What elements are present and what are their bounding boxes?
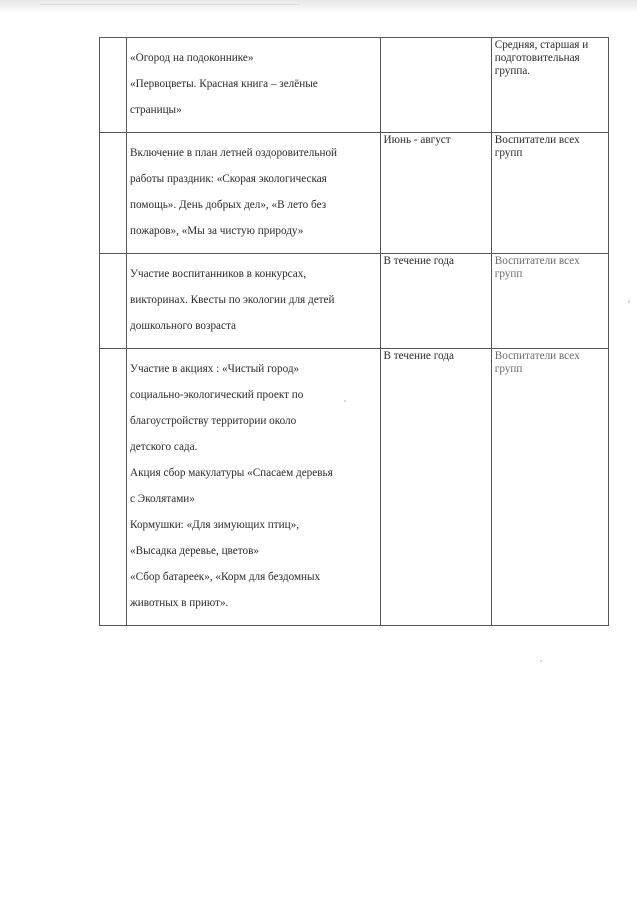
scan-artifact-line	[40, 4, 300, 5]
responsible-cell: Воспитатели всех групп	[491, 133, 608, 254]
event-line: дошкольного возраста	[130, 320, 236, 332]
event-line: с Эколятами»	[130, 493, 195, 505]
event-line: Участие в акциях : «Чистый город»	[130, 363, 300, 375]
event-line: викторинах. Квесты по экологии для детей	[130, 294, 335, 306]
responsible-cell: Средняя, старшая и подготовительная группа.	[491, 38, 608, 133]
row-number-cell	[100, 38, 127, 133]
event-line: помощь». День добрых дел», «В лето без	[130, 199, 327, 211]
event-line: Кормушки: «Для зимующих птиц»,	[130, 519, 300, 531]
event-line: работы праздник: «Скорая экологическая	[130, 173, 327, 185]
event-cell	[127, 349, 380, 626]
event-line: социально-экологический проект по	[130, 389, 304, 401]
time-cell: Июнь - август	[380, 133, 491, 254]
scan-shadow	[0, 0, 637, 14]
row-number-cell	[100, 133, 127, 254]
scan-speck	[628, 300, 630, 303]
scan-speck	[540, 660, 542, 662]
table-row	[100, 133, 609, 254]
table-row	[100, 349, 609, 626]
event-line: страницы»	[130, 104, 182, 116]
row-number-cell	[100, 254, 127, 349]
event-line: «Первоцветы. Красная книга – зелёные	[130, 78, 318, 90]
responsible-cell: Воспитатели всех групп	[491, 254, 608, 349]
event-line: «Высадка деревье, цветов»	[130, 545, 259, 557]
activity-plan-table	[99, 37, 609, 626]
event-cell	[127, 133, 380, 254]
time-cell: В течение года	[380, 349, 491, 626]
time-cell: В течение года	[380, 254, 491, 349]
event-line: детского сада.	[130, 441, 198, 453]
event-line: Участие воспитанников в конкурсах,	[130, 268, 307, 280]
event-line: благоустройству территории около	[130, 415, 297, 427]
time-cell	[380, 38, 491, 133]
responsible-cell: Воспитатели всех групп	[491, 349, 608, 626]
event-cell	[127, 38, 380, 133]
event-line: Акция сбор макулатуры «Спасаем деревья	[130, 467, 333, 479]
event-line: «Сбор батареек», «Корм для бездомных	[130, 571, 321, 583]
event-line: Включение в план летней оздоровительной	[130, 147, 338, 159]
event-line: «Огород на подоконнике»	[130, 52, 254, 64]
row-number-cell	[100, 349, 127, 626]
event-line: пожаров», «Мы за чистую природу»	[130, 225, 304, 237]
table-row	[100, 38, 609, 133]
scan-speck	[344, 400, 346, 402]
event-cell	[127, 254, 380, 349]
table-row	[100, 254, 609, 349]
event-line: животных в приют».	[130, 597, 229, 609]
